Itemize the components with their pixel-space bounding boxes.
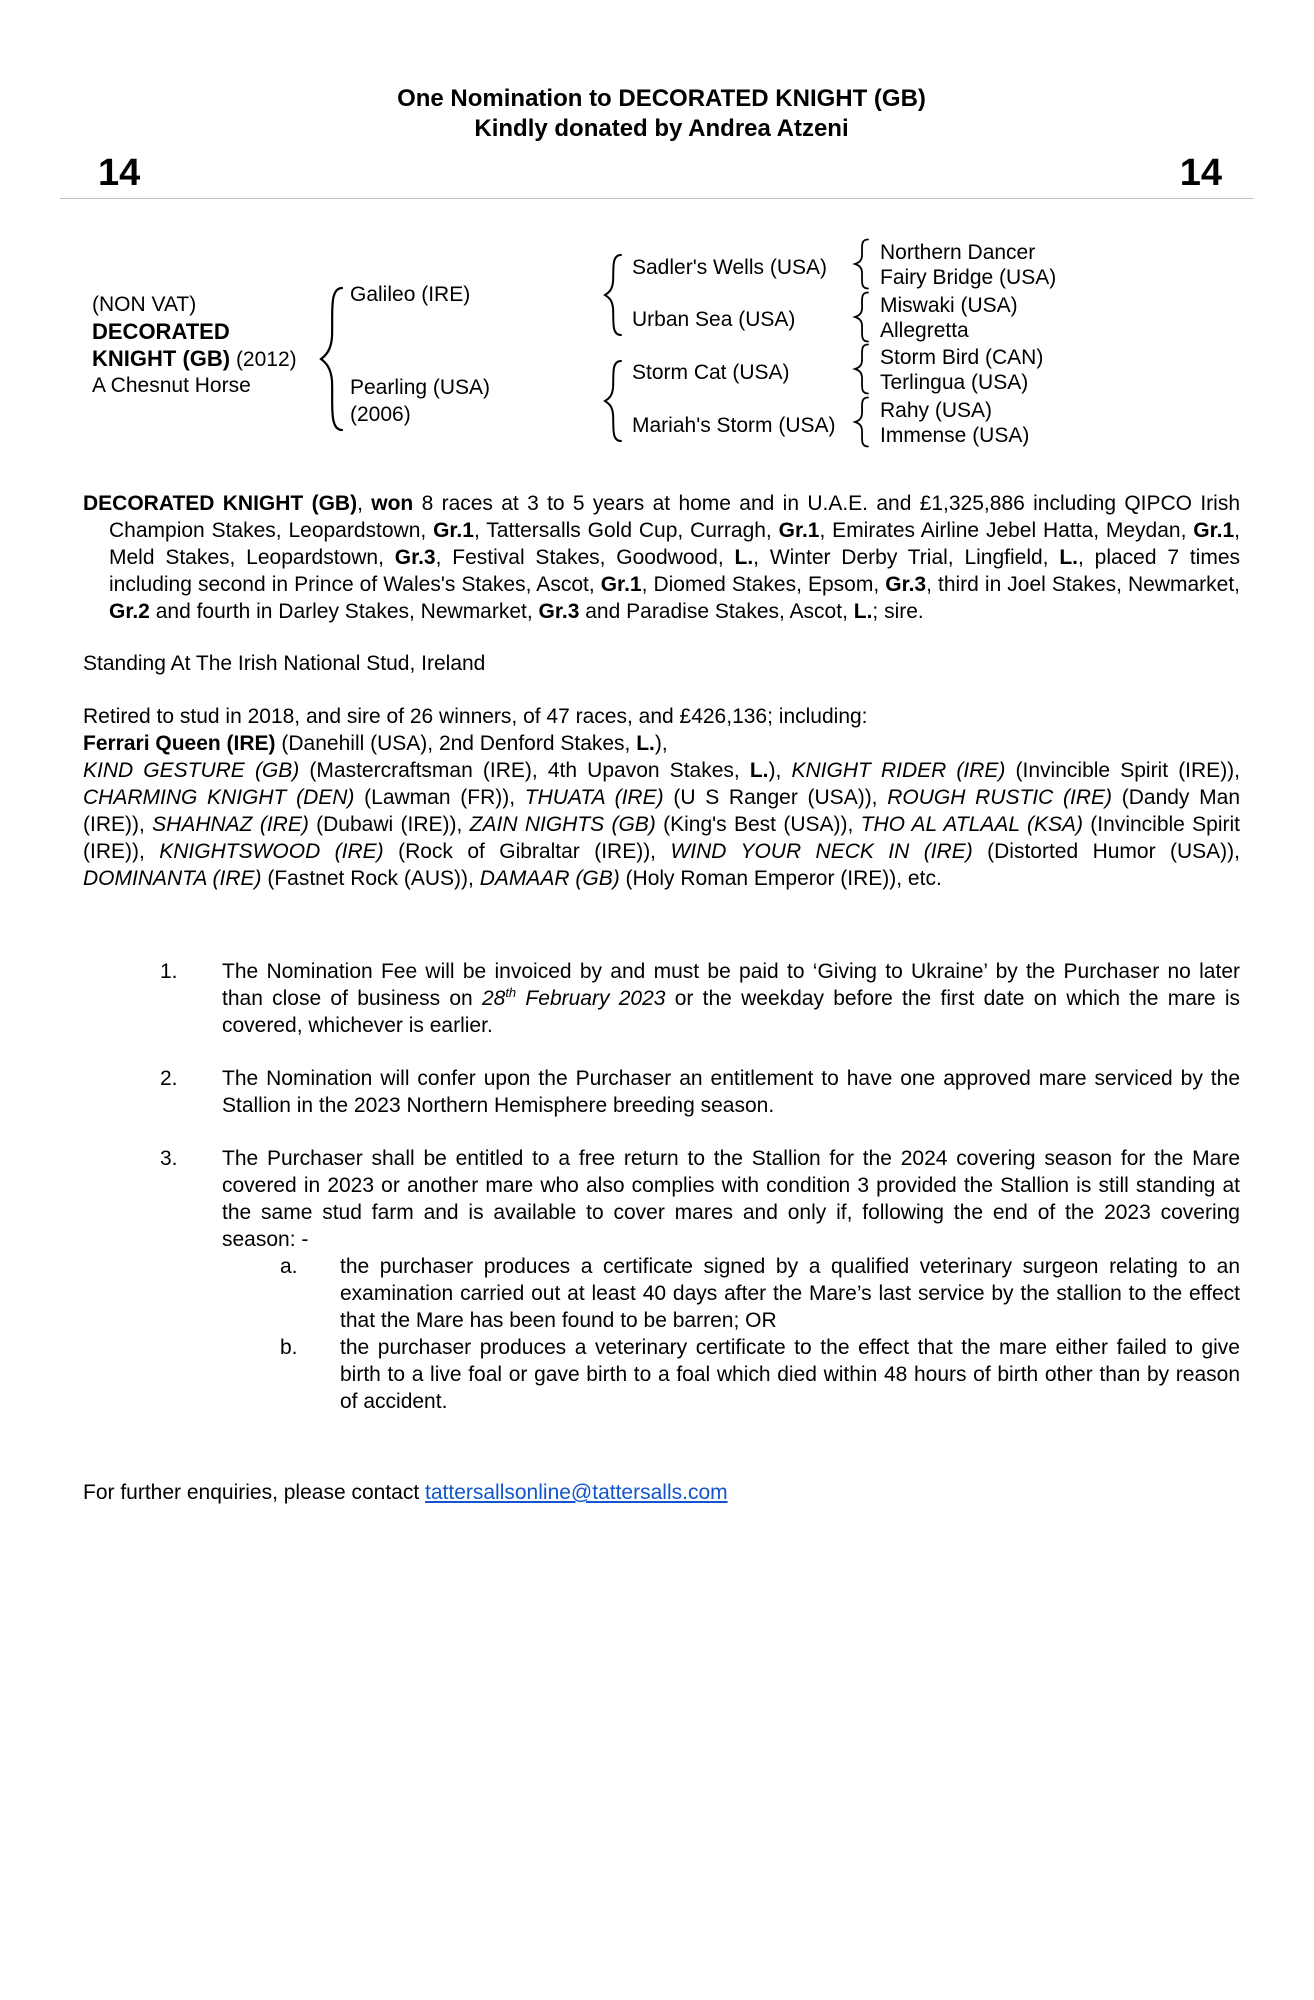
text-segment: (King's Best (USA)), [655,813,861,836]
text-segment: The Nomination Fee will be invoiced by and must be paid to ‘Giving to Ukraine’ by the Purchaser no later than close of business on [222,960,1240,1010]
contact-line [83,1479,1240,1506]
condition-3-body [222,1145,1240,1415]
text-segment: , Diomed Stakes, Epsom, [641,573,886,596]
lot-number-row [83,154,1240,192]
text-segment: won [371,492,414,515]
condition-2-text [222,1065,1240,1119]
text-segment: , third in Joel Stakes, Newmarket, [926,573,1240,596]
standing-at-line: Standing At The Irish National Stud, Ireland [83,652,486,675]
text-segment: and fourth in Darley Stakes, Newmarket, [149,600,539,623]
page-subtitle: Kindly donated by Andrea Atzeni [474,115,849,142]
text-segment: and Paradise Stakes, Ascot, [579,600,854,623]
text-segment: The Nomination will confer upon the Purchaser an entitlement to have one approved mare serviced by the Stallion in the 2023 Northern Hemisphere breeding season. [222,1067,1240,1117]
text-segment: Gr.3 [538,600,580,623]
condition-3b-letter: b. [280,1336,298,1359]
text-segment: CHARMING KNIGHT (DEN) [83,786,355,809]
subject-name-bold: KNIGHT (GB) [92,346,231,371]
pedigree-brace-gg1 [855,238,869,290]
subject-name-line2 [92,347,297,371]
text-segment: Gr.1 [600,573,642,596]
text-segment: (Dubawi (IRE)), [308,813,470,836]
condition-3-number: 3. [160,1147,178,1170]
sire-name: Galileo (IRE) [350,283,471,306]
text-segment: THUATA (IRE) [524,786,664,809]
text-segment: (Lawman (FR)), [354,786,525,809]
text-segment: (U S Ranger (USA)), [663,786,888,809]
text-segment: WIND YOUR NECK IN (IRE) [670,840,973,863]
text-segment: The Purchaser shall be entitled to a free return to the Stallion for the 2024 covering season for the Mare covered in 2023 or another mare who also complies with condition 3 provided the Stallion is still standing at the same stud farm and is available to cover mares and only if, following the end of the 2023 covering season: - [222,1147,1240,1251]
header-rule [60,198,1254,199]
text-segment: , Winter Derby Trial, Lingfield, [753,546,1060,569]
text-segment: L. [1059,546,1078,569]
condition-1-text [222,958,1240,1039]
race-record-paragraph [83,490,1240,625]
text-segment: (Invincible Spirit (IRE)), [1005,759,1241,782]
non-vat-label: (NON VAT) [92,293,197,316]
progeny-paragraph [83,703,1240,892]
page-header [83,84,1240,199]
great-grandparent-7: Rahy (USA) [880,399,993,422]
great-grandparent-6: Terlingua (USA) [880,371,1029,394]
lot-number-left: 14 [98,152,141,194]
grandsire-2: Storm Cat (USA) [632,361,790,384]
text-segment: DAMAAR (GB) [479,867,620,890]
great-grandparent-2: Fairy Bridge (USA) [880,266,1057,289]
text-segment: ROUGH RUSTIC (IRE) [887,786,1113,809]
text-segment: ZAIN NIGHTS (GB) [469,813,656,836]
text-segment: (Mastercraftsman (IRE), 4th Upavon Stakes, [299,759,750,782]
text-segment: (Danehill (USA), 2nd Denford Stakes, [275,732,637,755]
pedigree-brace-dam [605,359,622,443]
grandsire-1: Sadler's Wells (USA) [632,256,827,279]
text-segment: L. [853,600,873,623]
text-segment: Gr.1 [433,519,474,542]
pedigree-brace-gg3 [855,343,869,395]
text-segment: th [505,985,517,1000]
text-segment: (Rock of Gibraltar (IRE)), [383,840,671,863]
great-grandparent-1: Northern Dancer [880,241,1036,264]
condition-3 [160,1145,1240,1415]
pedigree-brace-gg4 [855,396,869,448]
text-segment: February 2023 [516,987,666,1010]
text-segment: or the weekday before the first date on which the mare is covered, whichever is earlier. [222,987,1241,1037]
condition-2 [160,1065,1240,1119]
condition-3b [280,1334,1240,1415]
lot-number-right: 14 [1179,152,1222,194]
text-segment: Gr.3 [885,573,927,596]
pedigree-brace-subject [321,286,343,432]
text-segment: L. [734,546,754,569]
text-segment: Gr.2 [109,600,150,623]
text-segment: Retired to stud in 2018, and sire of 26 winners, of 47 races, and £426,136; including: [83,705,868,728]
text-segment: KNIGHT RIDER (IRE) [791,759,1006,782]
text-segment: 8 races at 3 to 5 years at home and in U.A.E. and £1,325,886 including QIPCO Irish Champion Stakes, Leopardstown, [109,492,1241,542]
conditions-list [160,958,1240,1415]
great-grandparent-3: Miswaki (USA) [880,294,1018,317]
great-grandparent-5: Storm Bird (CAN) [880,346,1044,369]
condition-3a [280,1253,1240,1334]
text-segment: , [357,492,372,515]
text-segment: Ferrari Queen (IRE) [83,732,276,755]
text-segment: Gr.1 [1193,519,1235,542]
condition-3a-text [340,1253,1240,1334]
condition-1 [160,958,1240,1039]
text-segment: KIND GESTURE (GB) [83,759,300,782]
text-segment: L. [749,759,769,782]
subject-name-line1: DECORATED [92,319,230,344]
text-segment: Gr.3 [394,546,436,569]
subject-year: (2012) [235,348,297,371]
text-segment: the purchaser produces a certificate signed by a qualified veterinary surgeon relating to an examination carried out at least 40 days after the Mare’s last service by the stallion to the effect that the Mare has been found to be barren; OR [340,1255,1240,1332]
page-title: One Nomination to DECORATED KNIGHT (GB) [397,85,926,112]
text-segment: (Invincible Spirit (IRE)), [83,813,1241,863]
text-segment: L. [636,732,655,755]
pedigree-diagram [83,241,1240,453]
text-segment: , Festival Stakes, Goodwood, [435,546,735,569]
text-segment: ), [654,732,668,755]
great-grandparent-4: Allegretta [880,319,969,342]
condition-2-number: 2. [160,1067,178,1090]
text-segment: the purchaser produces a veterinary certificate to the effect that the mare either failed to give birth to a live foal or gave birth to a foal which died within 48 hours of birth other than by reason of accident. [340,1336,1240,1413]
text-segment: SHAHNAZ (IRE) [152,813,309,836]
granddam-1: Urban Sea (USA) [632,308,796,331]
pedigree-brace-sire [605,253,622,337]
text-segment: KNIGHTSWOOD (IRE) [159,840,384,863]
text-segment: DOMINANTA (IRE) [83,867,262,890]
condition-3-text [222,1145,1240,1253]
text-segment: , Tattersalls Gold Cup, Curragh, [473,519,779,542]
text-segment: (Dandy Man (IRE)), [83,786,1241,836]
dam-year: (2006) [350,403,411,426]
text-segment: Gr.1 [778,519,820,542]
subject-description: A Chesnut Horse [92,374,251,397]
text-segment: (Holy Roman Emperor (IRE)), etc. [619,867,942,890]
text-segment: DECORATED KNIGHT (GB) [83,492,358,515]
text-segment: For further enquiries, please contact [83,1481,426,1504]
text-segment: (Fastnet Rock (AUS)), [261,867,480,890]
text-segment: THO AL ATLAAL (KSA) [860,813,1083,836]
condition-1-number: 1. [160,960,178,983]
email-link[interactable]: tattersallsonline@tattersalls.com [425,1481,728,1504]
text-segment: ; sire. [872,600,924,623]
great-grandparent-8: Immense (USA) [880,424,1030,447]
text-segment: ), [768,759,792,782]
granddam-2: Mariah's Storm (USA) [632,414,836,437]
condition-3b-text [340,1334,1240,1415]
text-segment: (Distorted Humor (USA)), [972,840,1240,863]
text-segment: , placed 7 times including second in Prince of Wales's Stakes, Ascot, [109,546,1241,596]
text-segment: , Emirates Airline Jebel Hatta, Meydan, [819,519,1194,542]
dam-name: Pearling (USA) [350,376,491,399]
condition-3a-letter: a. [280,1255,298,1278]
text-segment: , Meld Stakes, Leopardstown, [109,519,1240,569]
pedigree-brace-gg2 [855,291,869,343]
text-segment: 28 [481,987,506,1010]
